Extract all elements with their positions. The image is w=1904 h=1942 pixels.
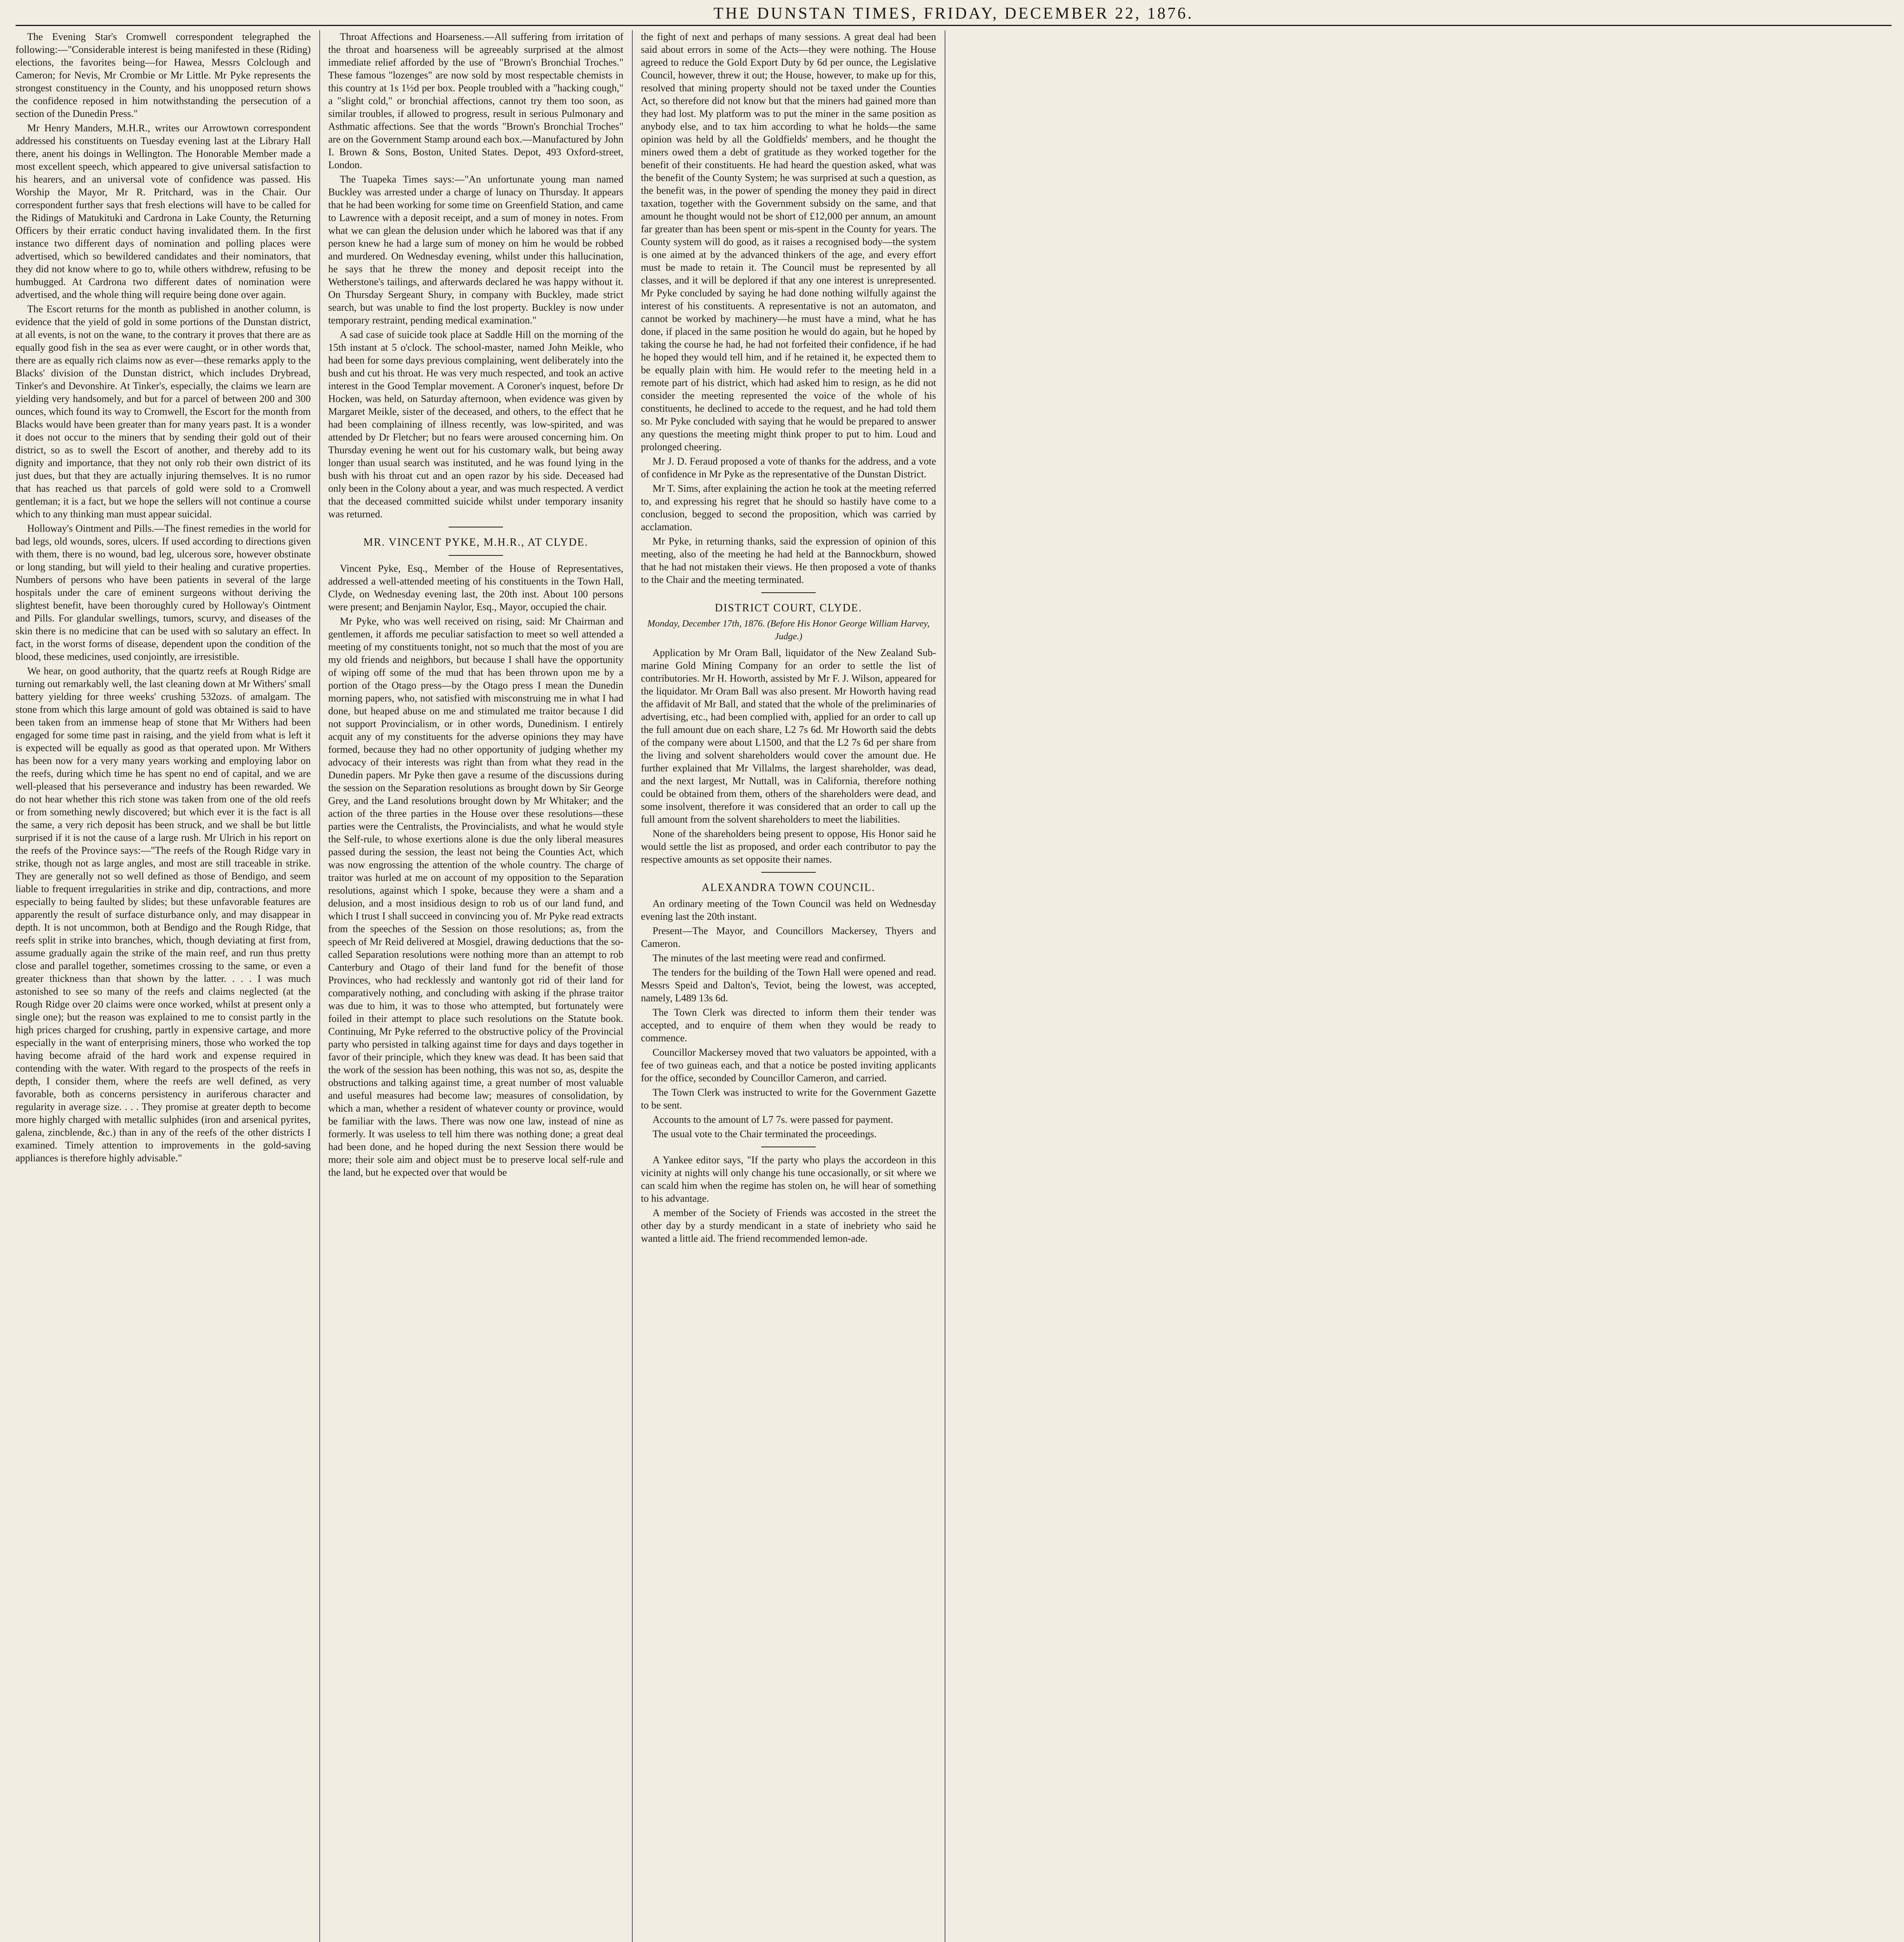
column-3 (641, 30, 936, 1942)
article-paragraph: An ordinary meeting of the Town Council was held on Wednesday evening last the 20th instant. (641, 898, 936, 922)
column-1 (16, 30, 311, 1942)
article-paragraph: The Tuapeka Times says:—"An unfortunate young man named Buckley was arrested under a charge of lunacy on Thursday. It appears that he had been working for some time on Greenfield Station, and came to Lawrence with a deposit receipt, and a sum of money in notes. From what we can glean the delusion under which he labored was that if any person knew he had a large sum of money on him he would be robbed and murdered. On Wednesday evening, whilst under this hallucination, he says that he threw the money and deposit receipt into the Wetherstone's tailings, and afterwards declared he was happy without it. On Thursday Sergeant Shury, in company with Buckley, made strict search, but was unable to find the lost property. Buckley is now under temporary restraint, pending medical examination." (328, 174, 623, 326)
article-paragraph: The tenders for the building of the Town Hall were opened and read. Messrs Speid and Dalton's, Teviot, being the lowest, was accepted, namely, L489 13s 6d. (641, 967, 936, 1004)
court-heading: DISTRICT COURT, CLYDE. (715, 602, 862, 614)
column-rule-1 (319, 30, 320, 1942)
article-paragraph: Throat Affections and Hoarseness.—All suffering from irritation of the throat and hoarseness will be agreeably surprised at the almost immediate relief afforded by the use of "Brown's Bronchial Troches." These famous "lozenges" are now sold by most respectable chemists in this country at 1s 1½d per box. People troubled with a "hacking cough," a "slight cold," or bronchial affections, cannot try them too soon, as similar troubles, if allowed to progress, result in serious Pulmonary and Asthmatic affections. See that the words "Brown's Bronchial Troches" are on the Government Stamp around each box.—Manufactured by John I. Brown & Sons, Boston, United States. Depot, 493 Oxford-street, London. (328, 31, 623, 171)
article-paragraph: Mr Pyke, in returning thanks, said the expression of opinion of this meeting, also of the meeting he had held at the Bannockburn, showed that he had not mistaken their views. He then proposed a vote of thanks to the Chair and the meeting terminated. (641, 536, 936, 585)
article-paragraph: The Town Clerk was directed to inform them their tender was accepted, and to enquire of them when they would be ready to commence. (641, 1007, 936, 1044)
masthead: THE DUNSTAN TIMES, FRIDAY, DECEMBER 22, 1876. (714, 5, 1194, 23)
article-paragraph: Vincent Pyke, Esq., Member of the House of Representatives, addressed a well-attended meeting of his constituents in the Town Hall, Clyde, on Wednesday evening last, the 20th inst. About 100 persons were present; and Benjamin Naylor, Esq., Mayor, occupied the chair. (328, 563, 623, 613)
article-paragraph: Present—The Mayor, and Councillors Mackersey, Thyers and Cameron. (641, 925, 936, 949)
section-rule (449, 555, 503, 556)
article-paragraph: We hear, on good authority, that the quartz reefs at Rough Ridge are turning out remarkably well, the last cleaning down at Mr Withers' small battery yielding for three weeks' crushing 532ozs. of amalgam. The stone from which this large amount of gold was obtained is said to have been taken from an immense heap of stone that Mr Withers had been engaged for some time past in raising, and the yield from what is left it is expected will be equally as good as that operated upon. Mr Withers has been now for a very many years working and employing labor on the reefs, during which time he has spent no end of capital, and we are well-pleased that his perseverance and industry has been rewarded. We do not hear whether this rich stone was taken from one of the old reefs or from something newly discovered; but which ever it is the fact is all the same, a very rich deposit has been struck, and we shall be but little surprised if it is not the cause of a large rush. Mr Ulrich in his report on the reefs of the Province says:—"The reefs of the Rough Ridge vary in strike, though not as large angles, and most are still traceable in strike. They are generally not so well defined as those of Bendigo, and seem liable to frequent irregularities in strike and dip, contractions, and more especially to being faulted by slides; but these unfavorable features are apparently the result of surface disturbance only, and may disappear in depth. It is not uncommon, both at Bendigo and the Rough Ridge, that reefs split in strike into branches, which, though deviating at first from, assume gradually again the strike of the main reef, and run thus pretty close and parallel together, sometimes crossing to the same, or even a greater thickness than that shown by the latter. . . . I was much astonished to see so many of the reefs and claims neglected (at the Rough Ridge over 20 claims were once worked, whilst at present only a single one); but the reason was explained to me to consist partly in the high prices charged for crushing, partly in expensive cartage, and more especially in the want of enterprising miners, those who worked the top having become afraid of the hard work and expense required in contending with the water. With regard to the prospects of the reefs in depth, I consider them, where the reefs are well defined, as very favorable, both as concerns persistency in auriferous character and regularity in average size. . . . They promise at greater depth to become more highly charged with metallic sulphides (iron and arsenical pyrites, galena, zincblende, &c.) than in any of the reefs of the other districts I examined. Timely attention to improvements in the gold-saving appliances is therefore highly advisable." (16, 665, 311, 1164)
article-paragraph: the fight of next and perhaps of many sessions. A great deal had been said about errors in some of the Acts—they were nothing. The House agreed to reduce the Gold Export Duty by 6d per ounce, the Legislative Council, however, threw it out; the House, however, to make up for this, resolved that mining property should not be taxed under the Counties Act, so therefore did not know but that the miners had gained more than they had lost. My platform was to put the miner in the same position as anybody else, and to tax him according to what he holds—the same opinion was held by all the Goldfields' members, and he thought the miners owed them a debt of gratitude as they worked together for the benefit of their constituents. He had heard the question asked, what was the benefit of the County System; he was surprised at such a question, as the benefit was, in the power of spending the money they paid in direct taxation, together with the Government subsidy on the same, and that amount he thought would not be short of £12,000 per annum, an amount far greater than has been spent or mis-spent in the County for years. The County system will do good, as it raises a recognised body—the system is one aimed at by the advanced thinkers of the age, and every effort must be made to retain it. The Council must be represented by all classes, and it will be deplored if that any one interest is unrepresented. Mr Pyke concluded by saying he had done nothing wilfully against the interest of his constituents. A representative is not an automaton, and cannot be worked by machinery—he must have a mind, what he has done, if placed in the same position he would do again, but he hoped by taking the course he had, he had not forfeited their confidence, if he had he hoped they would tell him, and if he retained it, he expected them to be equally plain with him. He would refer to the meeting held in a remote part of his district, which had asked him to resign, as he did not consider the meeting represented the voice of the whole of his constituents, he declined to accede to the request, and he had told them so. Mr Pyke concluded with saying that he would be prepared to answer any questions the meeting might think proper to put to him. Loud and prolonged cheering. (641, 31, 936, 452)
column-rule-2 (632, 30, 633, 1942)
article-paragraph: Councillor Mackersey moved that two valuators be appointed, with a fee of two guineas each, and that a notice be posted inviting applicants for the office, seconded by Councillor Cameron, and carried. (641, 1047, 936, 1084)
article-paragraph: The Town Clerk was instructed to write for the Government Gazette to be sent. (641, 1087, 936, 1111)
article-paragraph: Application by Mr Oram Ball, liquidator of the New Zealand Sub-marine Gold Mining Company for an order to settle the list of contributories. Mr H. Howorth, assisted by Mr F. J. Wilson, appeared for the liquidator. Mr Oram Ball was also present. Mr Howorth having read the affidavit of Mr Ball, and stated that the whole of the preliminaries of advertising, etc., had been complied with, applied for an order to call up the full amount due on each share, L2 7s 6d. Mr Howorth said the debts of the company were about L1500, and that the L2 7s 6d per share from the living and solvent shareholders would cover the amount due. He further explained that Mr Villalms, the largest shareholder, was dead, and the next largest, Mr Nuttall, was in California, therefore nothing could be obtained from them, others of the shareholders were dead, and some insolvent, therefore it was considered that an order to call up the full amount from the solvent shareholders to meet the liabilities. (641, 647, 936, 825)
section-rule (761, 872, 816, 873)
article-paragraph: A Yankee editor says, "If the party who plays the accordeon in this vicinity at nights will only change his tune occasionally, or sit where we can scald him when the regime has stolen on, he will hear of something to his advantage. (641, 1154, 936, 1204)
article-paragraph: The usual vote to the Chair terminated the proceedings. (653, 1128, 877, 1140)
article-paragraph: Holloway's Ointment and Pills.—The finest remedies in the world for bad legs, old wounds, sores, ulcers. If used according to directions given with them, there is no wound, bad leg, ulcerous sore, however obstinate or long standing, but will yield to their healing and curative properties. Numbers of persons who have been patients in several of the large hospitals under the care of eminent surgeons without deriving the slightest benefit, have been thoroughly cured by Holloway's Ointment and Pills. For glandular swellings, tumors, scurvy, and diseases of the skin there is no medicine that can be used with so salutary an effect. In fact, in the worst forms of disease, dependent upon the condition of the blood, these medicines, used conjointly, are irresistible. (16, 523, 311, 662)
article-paragraph: Accounts to the amount of L7 7s. were passed for payment. (653, 1114, 893, 1125)
alexandra-heading: ALEXANDRA TOWN COUNCIL. (701, 882, 875, 894)
article-paragraph: A sad case of suicide took place at Saddle Hill on the morning of the 15th instant at 5 o'clock. The school-master, named John Meikle, who had been for some days previous complaining, went deliberately into the bush and cut his throat. He was very much respected, and took an active interest in the Good Templar movement. A Coroner's inquest, before Dr Hocken, was held, on Saturday afternoon, when evidence was given by Margaret Meikle, sister of the deceased, and others, to the effect that he had been complaining of illness recently, was low-spirited, and was attended by Dr Fletcher; but no fears were aroused concerning him. On Thursday evening he went out for his customary walk, but being away longer than usual search was instituted, and he was found lying in the bush with his throat cut and an open razor by his side. Deceased had only been in the Colony about a year, and was much respected. A verdict that the deceased committed suicide whilst under temporary insanity was returned. (328, 329, 623, 520)
article-paragraph: Mr Henry Manders, M.H.R., writes our Arrowtown correspondent addressed his constituents on Tuesday evening last at the Library Hall there, anent his doings in Wellington. The Honorable Member made a most excellent speech, which appeared to give universal satisfaction to his hearers, and an universal vote of confidence was passed. His Worship the Mayor, Mr R. Pritchard, was in the Chair. Our correspondent further says that fresh elections will have to be called for the Ridings of Matukituki and Cardrona in Lake County, the Returning Officers by their erratic conduct having invalidated them. In the first instance two different days of nomination and polling places were advertised, which so bewildered candidates and their nominators, that they did not know where to go to, while others withdrew, refusing to be humbugged. At Cardrona two different dates of nomination were advertised, and the whole thing will require being done over again. (16, 122, 311, 300)
article-paragraph: Mr T. Sims, after explaining the action he took at the meeting referred to, and expressing his regret that he should so hastily have come to a conclusion, begged to second the proposition, which was carried by acclamation. (641, 483, 936, 532)
article-paragraph: The minutes of the last meeting were read and confirmed. (653, 952, 886, 964)
article-paragraph: The Evening Star's Cromwell correspondent telegraphed the following:—"Considerable interest is being manifested in these (Riding) elections, the favorites being—for Hawea, Messrs Colclough and Cameron; for Nevis, Mr Crombie or Mr Little. Mr Pyke represents the strongest constituency in the County, and his unopposed return shows the confidence reposed in him notwithstanding the persecution of a section of the Dunedin Press." (16, 31, 311, 119)
article-paragraph: Mr J. D. Feraud proposed a vote of thanks for the address, and a vote of confidence in Mr Pyke as the representative of the Dunstan District. (641, 456, 936, 480)
article-paragraph: A member of the Society of Friends was accosted in the street the other day by a sturdy mendicant in a state of inebriety who said he wanted a little aid. The friend recommended lemon-ade. (641, 1207, 936, 1244)
column-2 (328, 30, 623, 1942)
masthead-rule (16, 25, 1892, 26)
article-paragraph: Mr Pyke, who was well received on rising, said: Mr Chairman and gentlemen, it affords me peculiar satisfaction to meet so well attended a meeting of my constituents tonight, not so much that the most of you are my old friends and neighbors, but because I shall have the opportunity of wiping off some of the mud that has been thrown upon me by a portion of the Otago press—by the Otago press I mean the Dunedin morning papers, who, not satisfied with misconstruing me in what I had done, but heaped abuse on me and stimulated me traitor because I did not support Provincialism, or in other words, Dunedinism. I entirely acquit any of my constituents for the adverse opinions they may have formed, because they had no other opportunity of judging whether my advocacy of their interests was right than from what they read in the Dunedin papers. Mr Pyke then gave a resume of the discussions during the session on the Separation resolutions as brought down by Sir George Grey, and the Land resolutions brought down by Mr Whitaker; and the action of the three parties in the House over these resolutions—these parties were the Centralists, the Provincialists, and what he would style the Self-rule, to whose exertions alone is due the only liberal measures passed during the session, the least not being the Counties Act, which was now engrossing the attention of the whole country. The charge of traitor was hurled at me on account of my opposition to the Separation resolutions, against which I spoke, because they were a sham and a delusion, and a most insidious design to rob us of our land fund, and which I trust I shall succeed in convincing you of. Mr Pyke read extracts from the speeches of the Session on those resolutions; as, from the speech of Mr Reid delivered at Mosgiel, drawing deductions that the so-called Separation resolutions were nothing more than an attempt to rob Canterbury and Otago of their land fund for the benefit of those Provinces, who had recklessly and wantonly got rid of their land for comparatively nothing, and concluding with asking if the phrase traitor was due to him, it was to those who attempted, but fortunately were foiled in their attempt to place such resolutions on the Statute book. Continuing, Mr Pyke referred to the obstructive policy of the Provincial party who persisted in talking against time for days and days together in favor of their principle, which they knew was dead. It has been said that the work of the session has been nothing, this was not so, as, despite the obstructions and talking against time, a great number of most valuable and useful measures had become law; measures of consolidation, by which a man, whether a resident of whatever county or province, would be familiar with the laws. There was now one law, instead of nine as formerly. It was useless to tell him there was nothing done; a great deal had been done, and he hoped during the next Session there would be more; their sole aim and object must be to preserve local self-rule and the land, but he expected over that would be (328, 616, 623, 1178)
article-paragraph: None of the shareholders being present to oppose, His Honor said he would settle the list as proposed, and order each contributor to pay the respective amounts as set opposite their names. (641, 828, 936, 865)
court-subheading: Monday, December 17th, 1876. (Before His Honor George William Harvey, Judge.) (647, 619, 930, 642)
article-paragraph: The Escort returns for the month as published in another column, is evidence that the yield of gold in some portions of the Dunstan district, at all events, is not on the wane, to the contrary it proves that there are as equally good fish in the sea as ever were caught, or in other words that, there are as equally rich claims now as ever—these remarks apply to the Blacks' division of the Dunstan district, which includes Drybread, Tinker's and Devonshire. At Tinker's, especially, the claims we learn are yielding very handsomely, and but for a parcel of between 200 and 300 ounces, which found its way to Cromwell, the Escort for the month from Blacks would have been greater than for many years past. It is a wonder it does not occur to the miners that by sending their gold out of their district, so as to swell the Escort of another, and thereby add to its dignity and importance, that they not only rob their own district of its just dues, but that they are actually injuring themselves. It is no rumor that has reached us that parcels of gold were sold to a Cromwell gentleman; it is a fact, but we hope the sellers will not continue a course which to any thinking man must appear suicidal. (16, 303, 311, 520)
pyke-heading: MR. VINCENT PYKE, M.H.R., AT CLYDE. (363, 536, 588, 548)
section-rule (761, 592, 816, 593)
